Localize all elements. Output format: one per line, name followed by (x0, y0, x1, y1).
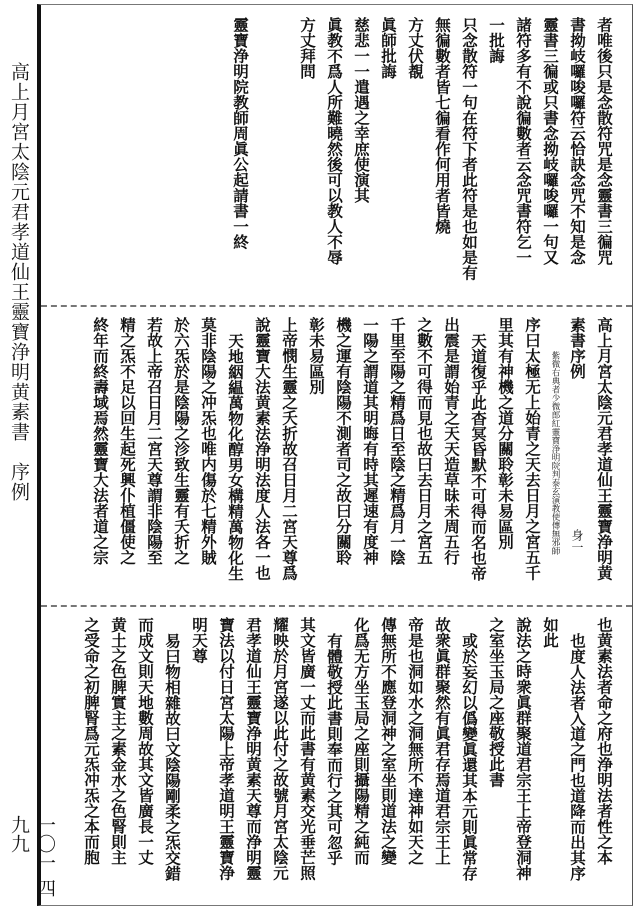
text-column: 上帝憫生靈之夭折故召日月二宮天尊爲 (280, 317, 299, 581)
folio-number: 四九九 (8, 815, 56, 898)
margin-title (6, 62, 32, 502)
text-column: 寶法以付日宮太陽上帝孝道明王靈寶浄 (217, 617, 236, 881)
text-column: 出震是謂始青之天天造草昧未周五行 (442, 317, 461, 565)
text-column: 慈悲一一遣遇之幸庶使演其 (352, 17, 371, 203)
text-column: 化爲无方坐玉局之座則攝陽精之純而 (352, 617, 371, 865)
text-column: 無徧數者皆七徧看作何用者皆燒 (433, 17, 452, 234)
text-column: 天地絪緼萬物化醇男女構精萬物化生 (226, 333, 245, 581)
text-column: 如此 (541, 617, 560, 648)
text-column: 也度人法者入道之門也道降而出其序 (568, 633, 587, 881)
text-column: 序曰太極无上始青之天去日月之宮五千 (523, 317, 542, 581)
text-column: 說靈寶大法黄素法浄明法度人法各一也 (253, 317, 272, 581)
text-column: 靈寶浄明院教師周眞公起請書一終 (231, 17, 250, 250)
text-column: 千里至陽之精爲日至陰之精爲月一陰 (388, 317, 407, 565)
text-column: 一批誨 (487, 17, 506, 64)
text-column: 精之炁不足以回生起死興仆植僵使之 (118, 317, 137, 565)
page-margin (2, 0, 56, 911)
text-column: 或於妄幻以僞變眞還其本元則眞常存 (460, 633, 479, 881)
text-column (564, 307, 591, 603)
text-column: 耀映於月宮遂以此付之故號月宮太陰元 (271, 617, 290, 881)
text-column: 君孝道仙王靈寶浄明黄素天尊而浄明靈 (244, 617, 263, 881)
text-column: 機之運有陰陽不測者司之故曰分關聆 (334, 317, 353, 565)
text-column: 帝是也洞如水之洞無所不達神如天之 (406, 617, 425, 865)
text-column: 也黄素法者命之府也浄明法者性之本 (595, 617, 614, 865)
section-label: 序例 (8, 462, 30, 502)
author-annotation: 紫微右典者少微郎紅靈寶浄明院判泰玄演教使傳無邪師 (550, 351, 560, 555)
register-top (41, 7, 632, 303)
text-column: 於六炁於是陰陽之沴致生靈有夭折之 (172, 317, 191, 565)
text-column: 其文皆廣一丈而此書有黄素交光垂芒照 (298, 617, 317, 881)
text-column: 靈書三徧或只書念拗岐囉唆囉一句又 (541, 17, 560, 265)
text-column: 若故上帝召日月二宮天尊謂非陰陽至 (145, 317, 164, 565)
text-column: 說法之時衆眞群聚道君宗王上帝登洞神 (514, 617, 533, 881)
text-column: 書拗岐囉唆囉符云恰訣念咒不知是念 (568, 17, 587, 265)
text-column: 里其有神機之道分關聆彰未易區別 (496, 317, 515, 550)
text-column: 高上月宮太陰元君孝道仙王靈寶浄明黄 (595, 317, 614, 581)
text-column: 眞師批誨 (379, 17, 398, 79)
text-column: 天道復乎此杳冥昏默不可得而名也帝 (469, 333, 488, 581)
text-column: 終年而終壽域焉然靈寶大法者道之宗 (91, 317, 110, 565)
register-bottom (41, 605, 632, 903)
text-column: 莫非陰陽之冲炁也唯内傷於七精外賊 (199, 317, 218, 565)
text-column: 之室坐玉局之座敬授此書 (487, 617, 506, 788)
text-column: 只念散符一句在符下者此符是也如是有 (460, 17, 479, 281)
text-column: 傳無所不應登洞神之室坐則道法之變 (379, 617, 398, 865)
text-column: 諸符多有不說徧數者云念咒書符乞一 (514, 17, 533, 265)
text-column: 有體敬授此書則奉而行之其可忽乎 (325, 633, 344, 866)
text-column: 之數不可得而見也故曰去日月之宮五 (415, 317, 434, 565)
column-text: 素書序例 (568, 317, 587, 379)
text-column: 眞教不爲人所難曉然後可以教人不辱 (325, 17, 344, 265)
text-column: 明天尊 (190, 617, 209, 664)
text-column: 易曰物相雜故曰文陰陽剛柔之炁交錯 (163, 633, 182, 881)
text-column: 彰未易區別 (307, 317, 326, 395)
text-column: 而成文則天地數周故其文皆廣長一丈 (136, 617, 155, 865)
page-frame (37, 4, 633, 906)
text-column: 一陽之謂道其明晦有時其遲速有度神 (361, 317, 380, 565)
text-column: 方丈拜問 (298, 17, 317, 79)
text-column: 黄土之色脾實主之素金水之色腎則主 (109, 617, 128, 865)
text-column: 者唯後只是念散符咒是念靈書三徧咒 (595, 17, 614, 265)
text-column: 之受命之初脾腎爲元炁冲炁之本而胞 (82, 617, 101, 865)
text-column: 方丈伏覩 (406, 17, 425, 79)
text-column: 故衆眞群聚然有眞君存焉道君宗王上 (433, 617, 452, 865)
register-middle (41, 305, 632, 603)
section-marker: 身一 (570, 529, 584, 553)
volume-number: 一〇一 (34, 815, 56, 872)
book-title: 高上月宮太陰元君孝道仙王靈寶浄明黄素書 (8, 62, 30, 442)
text-column (254, 7, 294, 303)
